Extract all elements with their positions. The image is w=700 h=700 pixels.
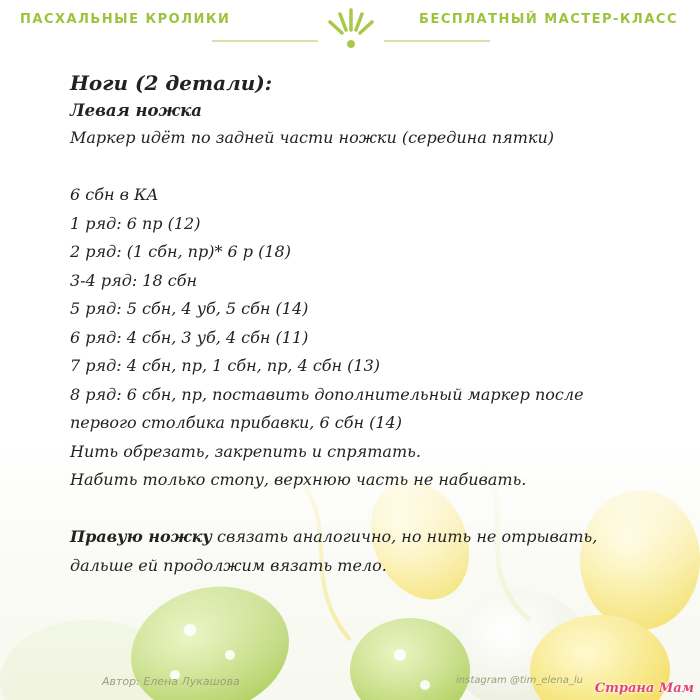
pattern-row: Набить только стопу, верхнюю часть не набивать.	[70, 470, 527, 489]
instagram-handle: instagram @tim_elena_lu	[456, 675, 583, 686]
section-subtitle: Левая ножка	[70, 101, 202, 120]
pattern-row: 2 ряд: (1 сбн, пр)* 6 р (18)	[70, 242, 291, 261]
sprig-ornament-icon	[318, 6, 384, 54]
pattern-row: 1 ряд: 6 пр (12)	[70, 213, 201, 233]
pattern-row: 7 ряд: 4 сбн, пр, 1 сбн, пр, 4 сбн (13)	[70, 356, 381, 375]
right-leg-text: связать аналогично, но нить не отрывать,	[211, 527, 598, 546]
right-leg-instruction	[70, 523, 670, 552]
pattern-row: Нить обрезать, закрепить и спрятать.	[70, 441, 421, 461]
site-watermark: Страна Мам	[594, 681, 694, 696]
right-leg-instruction-line2: дальше ей продолжим вязать тело.	[70, 555, 387, 575]
spacer	[70, 495, 670, 524]
header-divider-left	[212, 40, 318, 42]
header-left-title: ПАСХАЛЬНЫЕ КРОЛИКИ	[20, 12, 231, 27]
right-leg-bold-text: Правую ножку	[70, 527, 212, 546]
author-credit: Автор: Елена Лукашова	[102, 675, 240, 688]
header-divider-right	[384, 40, 490, 42]
marker-note: Маркер идёт по задней части ножки (середина пятки)	[70, 128, 554, 147]
pattern-row: 8 ряд: 6 сбн, пр, поставить дополнительный маркер после	[70, 384, 584, 404]
pattern-content	[70, 68, 670, 580]
pattern-row: 6 ряд: 4 сбн, 3 уб, 4 сбн (11)	[70, 327, 309, 347]
pattern-row: первого столбика прибавки, 6 сбн (14)	[70, 413, 402, 432]
spacer	[70, 153, 670, 182]
pattern-row: 3-4 ряд: 18 сбн	[70, 270, 198, 290]
section-title: Ноги (2 детали):	[70, 71, 273, 95]
header-right-title: БЕСПЛАТНЫЙ МАСТЕР-КЛАСС	[419, 12, 678, 27]
pattern-row: 5 ряд: 5 сбн, 4 уб, 5 сбн (14)	[70, 299, 309, 318]
pattern-row: 6 сбн в КА	[70, 185, 159, 204]
